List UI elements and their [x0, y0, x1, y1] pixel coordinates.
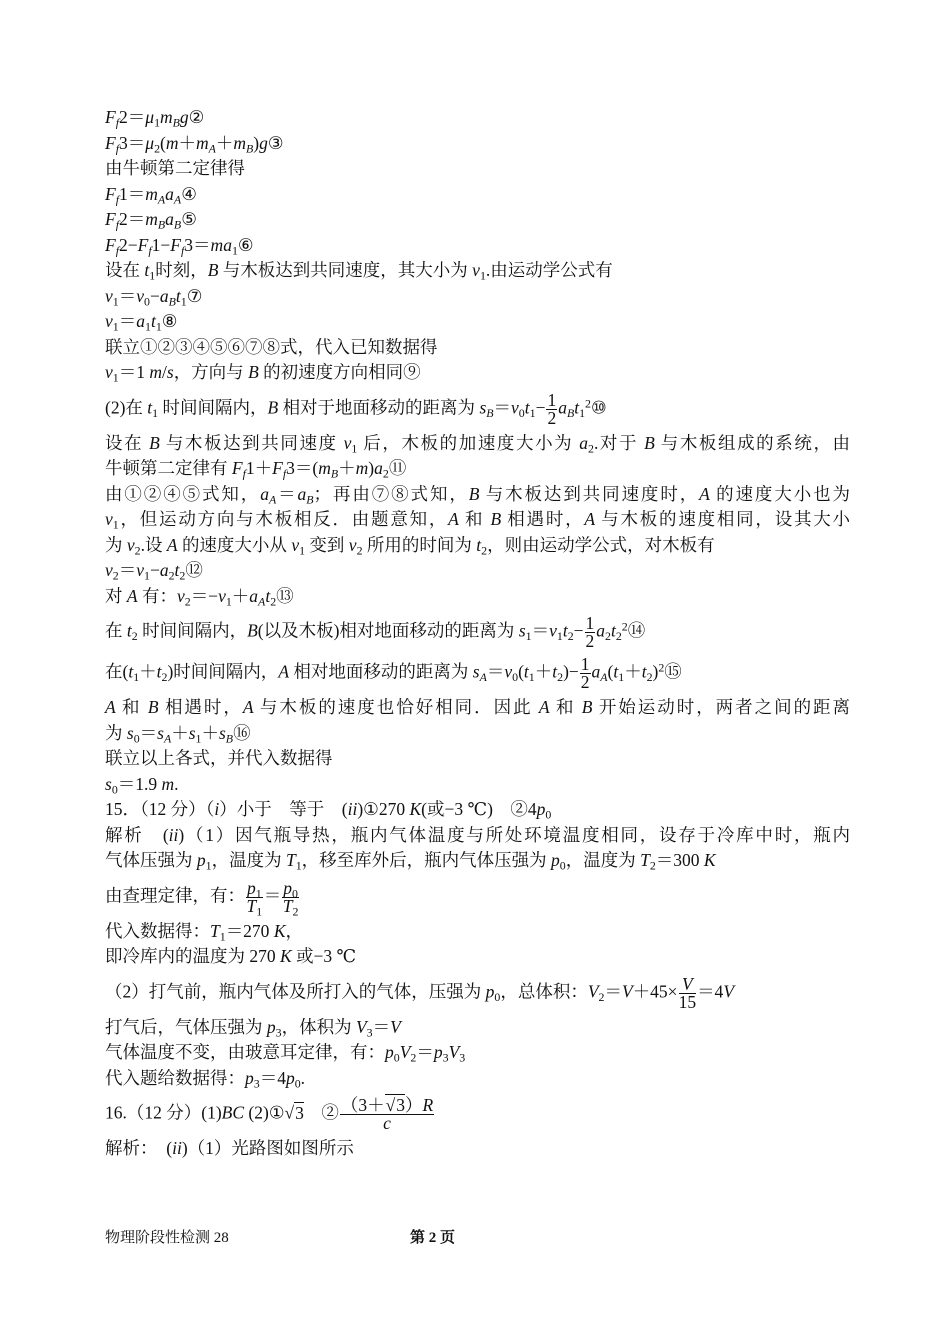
question-15-answer: 15．（12 分）（i）小于 等于 (ii)①270 K(或−3 ℃) $②4p_0$ [105, 799, 552, 822]
text-combine-equations: 联立①②③④⑤⑥⑦⑧式，代入已知数据得 [105, 336, 438, 357]
solution-body [105, 105, 850, 1162]
eq-8: $v_1=a_1t_1⑧$ [105, 311, 178, 334]
eq-7: $v_1=v_0-a_Bt_1⑦$ [105, 285, 203, 308]
eq-14: 在 $t_2$ 时间间隔内，B(以及木板)相对地面移动的距离为 $s_1=v_1t_2-$ $\frac{1}{2}$ $a_2t_2^2⑭$ [105, 613, 646, 651]
eq-total-volume: （2）打气前，瓶内气体及所打入的气体，压强为 $p_0$，总体积：$V_2=V+45\times$ $\frac{V}{15}$ ＝4V [105, 973, 735, 1012]
eq-11: 牛顿第二定律有 $F_f1+F_f3=(m_B+m)a_2⑪$ [105, 458, 407, 481]
eq-3: $F_f3=\mu_2(m+m_A+m_B)g③$ [105, 132, 284, 155]
eq-13: 对 A 有：$v_2=-v_1+a_At_2⑬$ [105, 585, 294, 608]
question-16-analysis: 解析： (ii)（1）光路图如图所示 [105, 1138, 354, 1158]
text-t1-common-velocity: 设在 $t_1$时刻，B 与木板达到共同速度，其大小为 $v_1$.由运动学公式有 [105, 260, 613, 283]
text-aA-equals-aB: 由①②④⑤式知，$a_A=a_B$；再由⑦⑧式知，B 与木板达到共同速度时，A 的速度大小也为 [105, 483, 851, 506]
eq-12: $v_2=v_1-a_2t_2⑫$ [105, 560, 203, 583]
result-p3: 代入题给数据得：$p_3=4p_0$. [105, 1067, 306, 1090]
text-cold-storage-temperature: 即冷库内的温度为 270 K 或−3 ℃ [105, 946, 357, 966]
eq-16: 为 $s_0=s_A+s_1+s_B⑯$ [105, 722, 251, 745]
footer-page-number: 第 2 页 [410, 1230, 456, 1246]
text-meet-same-velocity: A 和 B 相遇时，A 与木板的速度也恰好相同．因此 A 和 B 开始运动时，两者之间的距离 [105, 697, 851, 717]
eq-charles-law: 由查理定律，有： $\frac{p_1}{T_1}$ ＝ $\frac{p_0}{T_2}$ [105, 877, 299, 918]
text-after-pumping: 打气后，气体压强为 $p_3$，体积为 $V_3=V$ [105, 1016, 401, 1039]
text-newton-second-law: 由牛顿第二定律得 [105, 158, 245, 178]
eq-4: $F_f1=m_Aa_A④$ [105, 183, 197, 206]
text-board-acceleration: 设在 B 与木板达到共同速度 $v_1$ 后，木板的加速度大小为 $a_2$.对于 B 与木板组成的系统，由 [105, 432, 851, 455]
eq-15: 在$(t_1+t_2)$时间间隔内，A 相对地面移动的距离为 $s_A=v_0(t_1+t_2)-$ $\frac{1}{2}$ $a_A(t_1+t_2)^2⑮$ [105, 654, 682, 692]
eq-5: $F_f2=m_Ba_B⑤$ [105, 209, 197, 232]
result-T1: 代入数据得：$T_1=270$ K， [105, 920, 303, 943]
eq-9: $v_1=1$ m/s，方向与 B 的初速度方向相同⑨ [105, 362, 421, 385]
eq-6: $F_f2-F_f1-F_f3=ma_1⑥$ [105, 234, 254, 257]
text-time-t2: 为 $v_2$.设 A 的速度大小从 $v_1$ 变到 $v_2$ 所用的时间为 $t_2$，则由运动学公式，对木板有 [105, 534, 715, 557]
eq-boyle-law: 气体温度不变，由玻意耳定律，有：$p_0V_2=p_3V_3$ [105, 1042, 466, 1065]
footer-exam-name: 物理阶段性检测 28 [105, 1230, 229, 1246]
question-15-analysis: 解析 (ii)（1）因气瓶导热，瓶内气体温度与所处环境温度相同，设存于冷库中时，瓶内 [105, 824, 851, 845]
eq-2: $F_f2=\mu_1m_Bg②$ [105, 107, 205, 130]
text-pressure-temperature: 气体压强为 $p_1$，温度为 $T_1$，移至库外后，瓶内气体压强为 $p_0$，温度为 $T_2=300$ K [105, 850, 716, 873]
question-16-answer: 16.（12 分）(1)BC (2)①√3 ② $\frac{(3+√3)R}{c}$ [105, 1095, 434, 1133]
eq-10: (2)在 $t_1$ 时间间隔内，B 相对于地面移动的距离为 $s_B=v_0t_1-$ $\frac{1}{2}$ $a_Bt_1^2⑩$ [105, 389, 607, 428]
text-opposite-direction: $v_1$，但运动方向与木板相反．由题意知，A 和 B 相遇时，A 与木板的速度相同，设其大小 [105, 509, 851, 532]
result-s0: $s_0=1.9$ m. [105, 773, 179, 796]
text-combine-all: 联立以上各式，并代入数据得 [105, 748, 333, 768]
